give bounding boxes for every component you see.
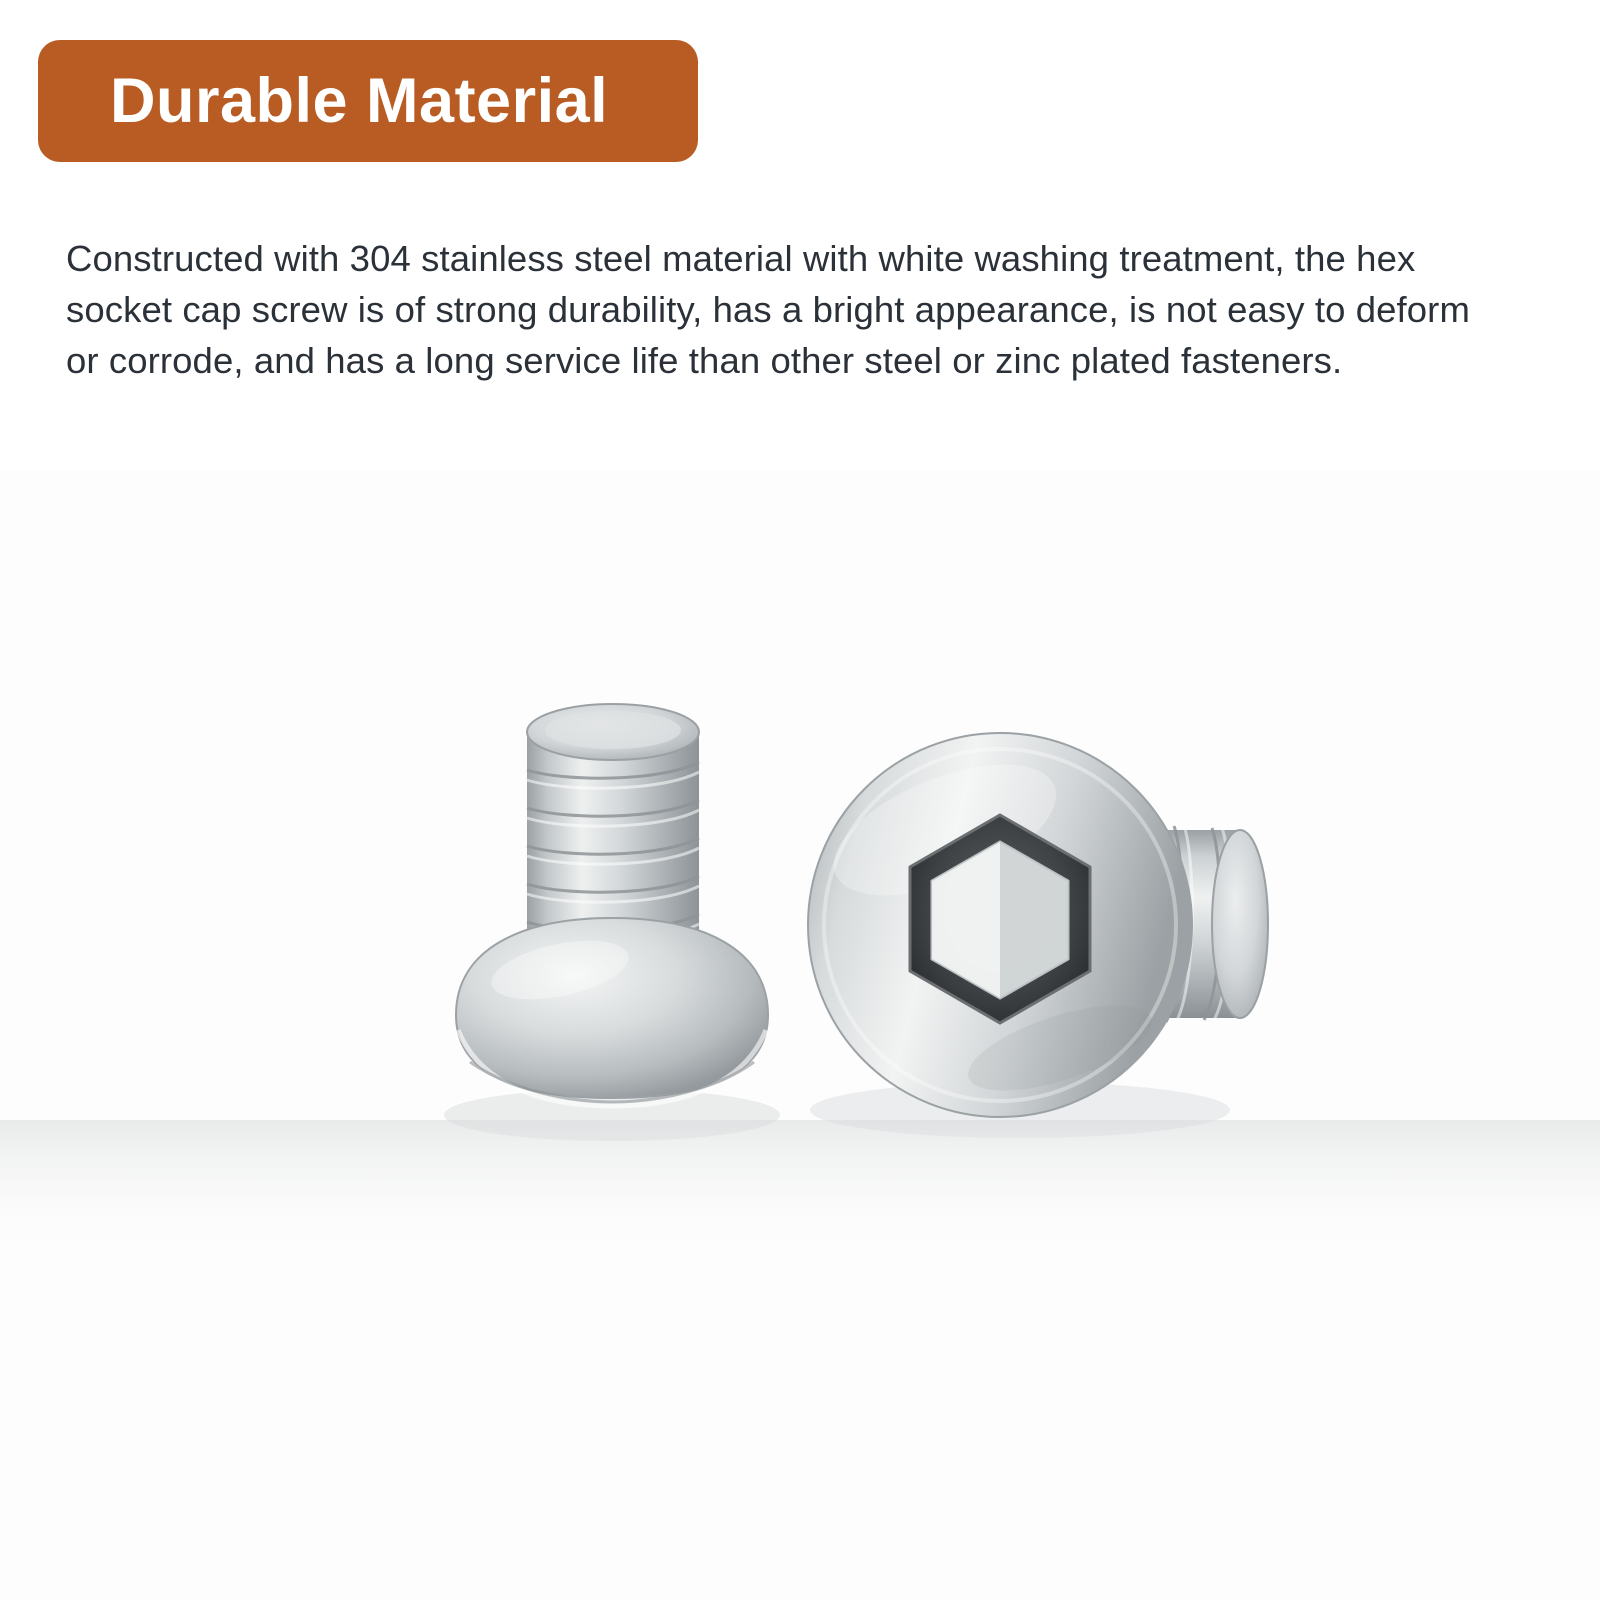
screws-illustration [0,470,1600,1600]
screw-head-view [808,733,1268,1138]
screw-side-view [444,704,780,1141]
description-paragraph: Constructed with 304 stainless steel material with white washing treatment, the hex socket cap screw is of strong durability, has a bright appearance, is not easy to deform or corrode, and has a long service life than other steel or zinc plated fasteners. [66,237,1470,381]
product-photo [0,470,1600,1600]
section-heading-badge [38,40,698,162]
page-title: Durable Material [110,65,609,136]
